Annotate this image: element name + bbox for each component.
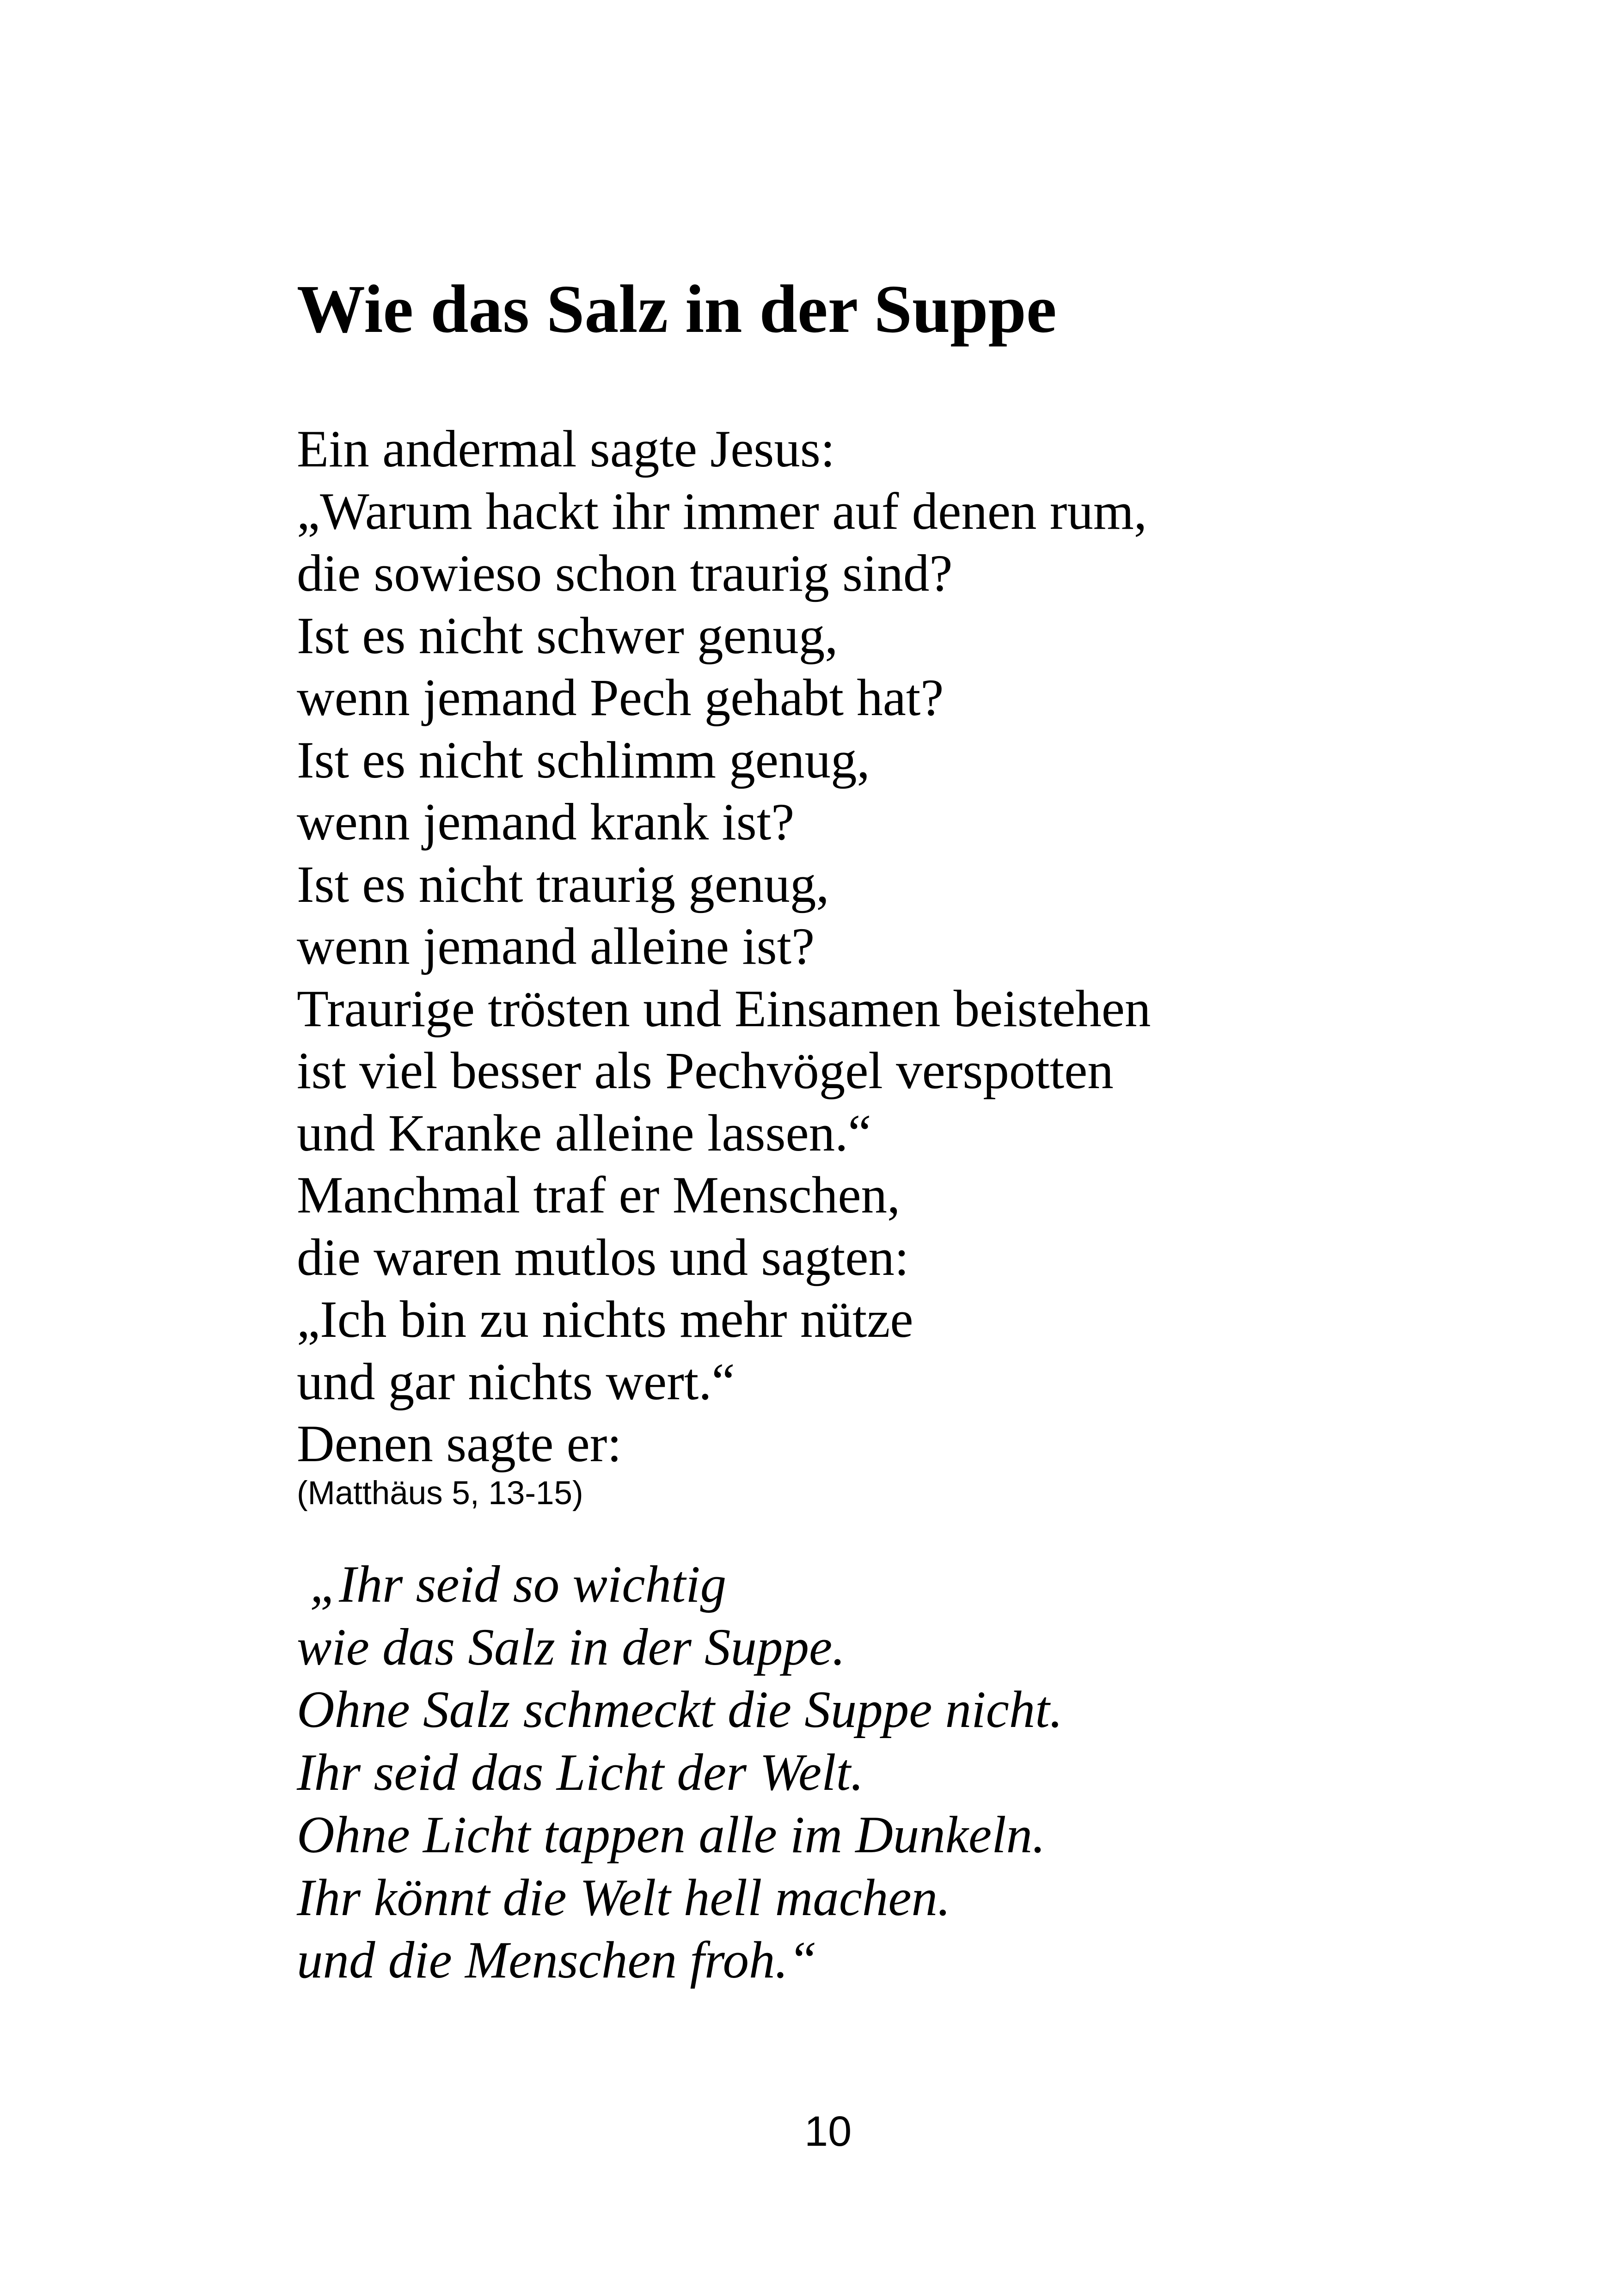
text-line: Ist es nicht traurig genug,	[297, 855, 829, 913]
text-line: wenn jemand alleine ist?	[297, 918, 815, 975]
text-line: Ein andermal sagte Jesus:	[297, 420, 835, 478]
quote-line: Ohne Licht tappen alle im Dunkeln.	[297, 1806, 1046, 1864]
text-line: ist viel besser als Pechvögel verspotten	[297, 1042, 1114, 1100]
quote-line: Ohne Salz schmeckt die Suppe nicht.	[297, 1681, 1063, 1739]
bible-reference: (Matthäus 5, 13-15)	[297, 1475, 583, 1512]
text-line: Ist es nicht schlimm genug,	[297, 731, 870, 789]
quote-line: Ihr könnt die Welt hell machen.	[297, 1868, 951, 1927]
quote-line: und die Menschen froh.“	[297, 1931, 817, 1989]
text-line: „Warum hackt ihr immer auf denen rum,	[297, 482, 1147, 540]
text-line: und Kranke alleine lassen.“	[297, 1104, 871, 1162]
text-line: Denen sagte er:	[297, 1415, 622, 1473]
text-line: wenn jemand krank ist?	[297, 793, 795, 851]
text-line: die sowieso schon traurig sind?	[297, 545, 953, 602]
text-line: die waren mutlos und sagten:	[297, 1228, 909, 1286]
page-title: Wie das Salz in der Suppe	[297, 271, 1057, 347]
quote-line: Ihr seid das Licht der Welt.	[297, 1743, 864, 1801]
quote-text	[297, 1553, 1063, 1992]
quote-line: „Ihr seid so wichtig	[297, 1555, 727, 1613]
text-line: wenn jemand Pech gehabt hat?	[297, 669, 944, 727]
body-text	[297, 418, 1151, 1476]
text-line: und gar nichts wert.“	[297, 1353, 735, 1411]
text-line: Traurige trösten und Einsamen beistehen	[297, 980, 1151, 1038]
text-line: „Ich bin zu nichts mehr nütze	[297, 1291, 913, 1348]
quote-line: wie das Salz in der Suppe.	[297, 1618, 846, 1676]
page-number: 10	[804, 2108, 852, 2155]
text-line: Ist es nicht schwer genug,	[297, 606, 838, 665]
text-line: Manchmal traf er Menschen,	[297, 1166, 901, 1224]
